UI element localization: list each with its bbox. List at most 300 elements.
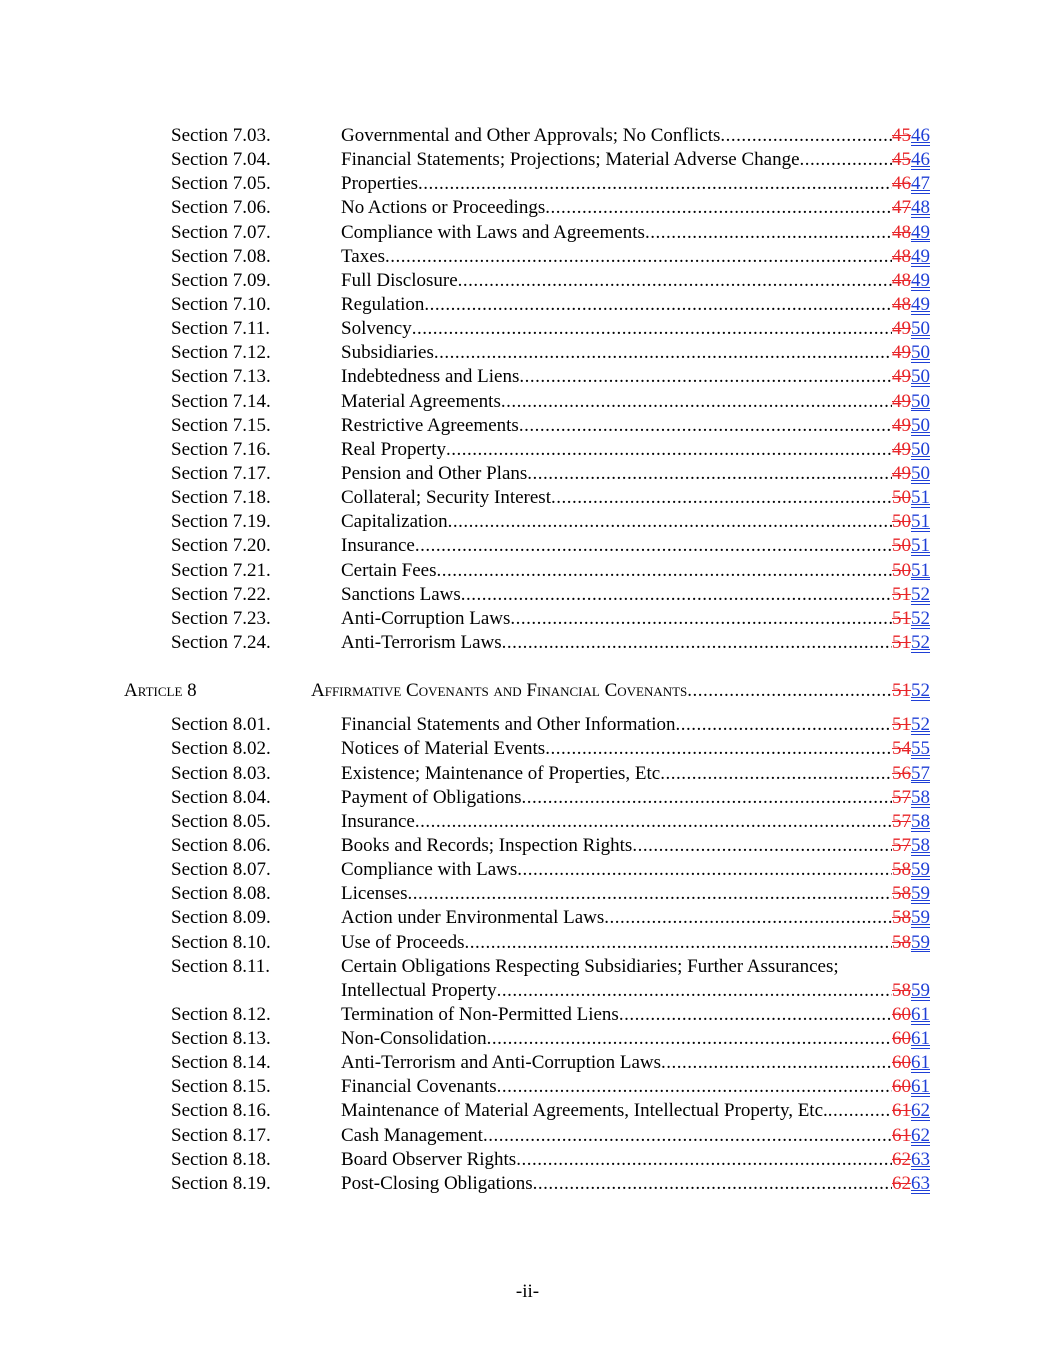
entry-title-line [341, 269, 930, 293]
inserted-page-number[interactable]: 59 [911, 859, 930, 881]
toc-entry [0, 762, 1055, 786]
entry-title-line [341, 737, 930, 761]
page-reference[interactable] [892, 1075, 930, 1099]
entry-title-line [341, 955, 930, 979]
inserted-page-number[interactable]: 51 [911, 535, 930, 557]
dot-leader [424, 293, 892, 317]
toc-entry [0, 1051, 1055, 1075]
page-reference[interactable] [892, 196, 930, 220]
deleted-page-number: 50 [892, 559, 911, 581]
page-reference[interactable] [892, 462, 930, 486]
deleted-page-number: 58 [892, 907, 911, 929]
page-reference[interactable] [892, 786, 930, 810]
inserted-page-number[interactable]: 59 [911, 883, 930, 905]
entry-title-line [341, 931, 930, 955]
page-reference[interactable] [892, 631, 930, 655]
page-reference[interactable] [892, 510, 930, 534]
entry-title: Books and Records; Inspection Rights [341, 834, 633, 856]
dot-leader [497, 1075, 892, 1099]
page-reference[interactable] [892, 390, 930, 414]
entry-title: Properties [341, 173, 419, 195]
page-reference[interactable] [892, 148, 930, 172]
toc-entry [0, 341, 1055, 365]
toc-entry [0, 438, 1055, 462]
inserted-page-number[interactable]: 52 [911, 631, 930, 653]
entry-title: Sanctions Laws [341, 583, 461, 605]
section-number: Section 7.13. [171, 366, 271, 388]
page-reference[interactable] [892, 1003, 930, 1027]
deleted-page-number: 60 [892, 1028, 911, 1050]
deleted-page-number: 51 [892, 607, 911, 629]
inserted-page-number[interactable]: 50 [911, 342, 930, 364]
section-number: Section 8.02. [171, 738, 271, 760]
dot-leader [461, 583, 892, 607]
entry-title: Subsidiaries [341, 342, 434, 364]
deleted-page-number: 45 [892, 125, 911, 146]
section-number: Section 8.19. [171, 1172, 271, 1194]
section-number: Section 7.24. [171, 631, 271, 653]
entry-title: Compliance with Laws [341, 859, 518, 881]
toc-entry [0, 1003, 1055, 1027]
toc-entry [0, 245, 1055, 269]
deleted-page-number: 51 [892, 583, 911, 605]
page-reference[interactable] [892, 1148, 930, 1172]
toc-entry-first-line [0, 955, 1055, 979]
entry-title-line [341, 1027, 930, 1051]
dot-leader [800, 148, 892, 172]
dot-leader [497, 979, 892, 1003]
inserted-page-number[interactable]: 51 [911, 487, 930, 509]
page-reference[interactable] [892, 221, 930, 245]
toc-entry [0, 583, 1055, 607]
entry-title-line [341, 196, 930, 220]
entry-title-line [341, 221, 930, 245]
toc-entry [0, 1027, 1055, 1051]
entry-title: Non-Consolidation [341, 1028, 487, 1050]
section-number: Section 8.12. [171, 1003, 271, 1025]
inserted-page-number[interactable]: 49 [911, 269, 930, 291]
dot-leader [407, 882, 892, 906]
dot-leader [385, 245, 892, 269]
entry-title-line [341, 762, 930, 786]
toc-entry [0, 1124, 1055, 1148]
entry-title-line [341, 462, 930, 486]
toc-entry [0, 462, 1055, 486]
section-number: Section 7.10. [171, 293, 271, 315]
entry-title: Solvency [341, 318, 412, 340]
dot-leader [645, 221, 892, 245]
toc-entry [0, 317, 1055, 341]
dot-leader [687, 679, 892, 703]
page-reference[interactable] [892, 906, 930, 930]
entry-title: Taxes [341, 245, 386, 267]
page-reference[interactable] [892, 583, 930, 607]
inserted-page-number[interactable]: 62 [911, 1100, 930, 1122]
entry-title: Action under Environmental Laws [341, 907, 605, 929]
toc-entry [0, 737, 1055, 761]
entry-title: Payment of Obligations [341, 786, 522, 808]
dot-leader [412, 317, 892, 341]
toc-entry [0, 631, 1055, 655]
page-reference[interactable] [892, 245, 930, 269]
entry-title: Regulation [341, 293, 425, 315]
toc-entry [0, 390, 1055, 414]
entry-title-line [341, 341, 930, 365]
page-reference[interactable] [892, 931, 930, 955]
inserted-page-number[interactable]: 61 [911, 1052, 930, 1074]
inserted-page-number[interactable]: 59 [911, 979, 930, 1001]
toc-entry [0, 221, 1055, 245]
deleted-page-number: 51 [892, 631, 911, 653]
entry-title-line [341, 438, 930, 462]
dot-leader [828, 1099, 892, 1123]
inserted-page-number[interactable]: 50 [911, 438, 930, 460]
section-number: Section 7.22. [171, 583, 271, 605]
entry-title-line [341, 486, 930, 510]
toc-entry [0, 979, 1055, 1003]
inserted-page-number[interactable]: 51 [911, 559, 930, 581]
deleted-page-number: 58 [892, 979, 911, 1001]
section-number: Section 7.16. [171, 438, 271, 460]
entry-title: Compliance with Laws and Agreements [341, 221, 645, 243]
deleted-page-number: 49 [892, 318, 911, 340]
deleted-page-number: 47 [892, 197, 911, 219]
entry-title-line [341, 293, 930, 317]
entry-title: Collateral; Security Interest [341, 487, 551, 509]
dot-leader [545, 737, 892, 761]
page-reference[interactable] [892, 858, 930, 882]
page-reference[interactable] [892, 124, 930, 148]
entry-title-line [341, 979, 930, 1003]
entry-title-line [341, 1099, 930, 1123]
dot-leader [551, 486, 892, 510]
toc-entry [0, 196, 1055, 220]
section-number: Section 7.08. [171, 245, 271, 267]
toc-entry [0, 365, 1055, 389]
dot-leader [464, 931, 892, 955]
dot-leader [632, 834, 892, 858]
section-number: Section 7.11. [171, 318, 271, 340]
entry-title-line [341, 414, 930, 438]
deleted-page-number: 60 [892, 1003, 911, 1025]
inserted-page-number[interactable]: 58 [911, 810, 930, 832]
inserted-page-number[interactable]: 52 [911, 680, 930, 702]
entry-title-line [341, 786, 930, 810]
inserted-page-number[interactable]: 50 [911, 318, 930, 340]
deleted-page-number: 62 [892, 1172, 911, 1194]
entry-title-line [341, 713, 930, 737]
entry-title-line [341, 172, 930, 196]
dot-leader [676, 713, 892, 737]
inserted-page-number[interactable]: 57 [911, 762, 930, 784]
table-of-contents [0, 124, 1055, 1196]
entry-title-line [341, 559, 930, 583]
page-reference[interactable] [892, 737, 930, 761]
page-reference[interactable] [892, 438, 930, 462]
inserted-page-number[interactable]: 49 [911, 293, 930, 315]
entry-title-line [341, 1148, 930, 1172]
deleted-page-number: 51 [892, 714, 911, 736]
inserted-page-number[interactable]: 62 [911, 1124, 930, 1146]
page-reference[interactable] [892, 172, 930, 196]
section-number: Section 8.15. [171, 1076, 271, 1098]
dot-leader [516, 1148, 892, 1172]
section-number: Section 7.14. [171, 390, 271, 412]
dot-leader [521, 786, 892, 810]
inserted-page-number[interactable]: 59 [911, 931, 930, 953]
section-number: Section 7.20. [171, 535, 271, 557]
entry-title: Affirmative Covenants and Financial Covenants [311, 680, 688, 702]
inserted-page-number[interactable]: 48 [911, 197, 930, 219]
dot-leader [448, 510, 892, 534]
dot-leader [415, 810, 892, 834]
inserted-page-number[interactable]: 47 [911, 173, 930, 195]
inserted-page-number[interactable]: 51 [911, 511, 930, 533]
dot-leader [519, 414, 892, 438]
deleted-page-number: 48 [892, 245, 911, 267]
inserted-page-number[interactable]: 50 [911, 414, 930, 436]
entry-title-line [341, 245, 930, 269]
inserted-page-number[interactable]: 49 [911, 245, 930, 267]
deleted-page-number: 60 [892, 1076, 911, 1098]
deleted-page-number: 62 [892, 1148, 911, 1170]
toc-entry [0, 810, 1055, 834]
entry-title-line [341, 317, 930, 341]
inserted-page-number[interactable]: 61 [911, 1028, 930, 1050]
deleted-page-number: 48 [892, 293, 911, 315]
section-number: Section 8.08. [171, 883, 271, 905]
page-reference[interactable] [892, 317, 930, 341]
page-reference[interactable] [892, 1172, 930, 1196]
deleted-page-number: 49 [892, 414, 911, 436]
section-number: Section 7.18. [171, 487, 271, 509]
deleted-page-number: 49 [892, 366, 911, 388]
inserted-page-number[interactable]: 46 [911, 149, 930, 171]
toc-entry [0, 607, 1055, 631]
inserted-page-number[interactable]: 61 [911, 1076, 930, 1098]
section-number: Section 8.09. [171, 907, 271, 929]
inserted-page-number[interactable]: 46 [911, 125, 930, 146]
entry-title: Capitalization [341, 511, 448, 533]
article-heading [0, 679, 1055, 703]
section-number: Section 8.07. [171, 859, 271, 881]
section-number: Section 7.19. [171, 511, 271, 533]
toc-entry [0, 858, 1055, 882]
section-number: Section 8.04. [171, 786, 271, 808]
entry-title: Certain Obligations Respecting Subsidiaries; Further Assurances; [341, 955, 839, 977]
page-number: -ii- [515, 1281, 540, 1302]
toc-entry [0, 931, 1055, 955]
entry-title: Cash Management [341, 1124, 483, 1146]
deleted-page-number: 61 [892, 1124, 911, 1146]
page-reference[interactable] [892, 979, 930, 1003]
section-number: Section 8.06. [171, 834, 271, 856]
entry-title-line [341, 534, 930, 558]
entry-title: Termination of Non-Permitted Liens [341, 1003, 619, 1025]
deleted-page-number: 54 [892, 738, 911, 760]
section-number: Section 7.04. [171, 149, 271, 171]
entry-title-line [341, 124, 930, 148]
deleted-page-number: 45 [892, 149, 911, 171]
section-number: Section 8.13. [171, 1028, 271, 1050]
entry-title: Intellectual Property [341, 979, 497, 1001]
section-number: Section 8.14. [171, 1052, 271, 1074]
deleted-page-number: 48 [892, 221, 911, 243]
page-reference[interactable] [892, 1051, 930, 1075]
toc-entry [0, 510, 1055, 534]
toc-entry [0, 293, 1055, 317]
page-reference[interactable] [892, 1124, 930, 1148]
section-number: Section 8.16. [171, 1100, 271, 1122]
inserted-page-number[interactable]: 52 [911, 607, 930, 629]
entry-title-line [341, 365, 930, 389]
toc-entry [0, 1099, 1055, 1123]
dot-leader [483, 1124, 892, 1148]
entry-title: Indebtedness and Liens [341, 366, 520, 388]
section-number: Section 7.06. [171, 197, 271, 219]
entry-title-line [341, 906, 930, 930]
page-reference[interactable] [892, 713, 930, 737]
entry-title-line [341, 858, 930, 882]
inserted-page-number[interactable]: 55 [911, 738, 930, 760]
toc-entry [0, 1148, 1055, 1172]
section-number: Section 8.01. [171, 714, 271, 736]
dot-leader [502, 631, 892, 655]
dot-leader [434, 341, 892, 365]
entry-title: Anti-Terrorism and Anti-Corruption Laws [341, 1052, 662, 1074]
entry-title: Anti-Corruption Laws [341, 607, 511, 629]
inserted-page-number[interactable]: 52 [911, 583, 930, 605]
entry-title-line [341, 510, 930, 534]
entry-title-line [341, 631, 930, 655]
entry-title-line [341, 1003, 930, 1027]
dot-leader [545, 196, 892, 220]
page-reference[interactable] [892, 1027, 930, 1051]
inserted-page-number[interactable]: 58 [911, 786, 930, 808]
toc-entry [0, 713, 1055, 737]
entry-title: Board Observer Rights [341, 1148, 517, 1170]
deleted-page-number: 58 [892, 859, 911, 881]
entry-title-line [341, 810, 930, 834]
section-number: Section 7.07. [171, 221, 271, 243]
dot-leader [437, 559, 892, 583]
deleted-page-number: 49 [892, 462, 911, 484]
deleted-page-number: 50 [892, 487, 911, 509]
entry-title: No Actions or Proceedings [341, 197, 546, 219]
dot-leader [458, 269, 892, 293]
deleted-page-number: 57 [892, 810, 911, 832]
entry-title: Post-Closing Obligations [341, 1172, 533, 1194]
toc-entry [0, 172, 1055, 196]
page-reference[interactable] [892, 882, 930, 906]
entry-title-line [341, 1124, 930, 1148]
page-reference[interactable] [892, 293, 930, 317]
page-reference[interactable] [892, 365, 930, 389]
entry-title: Notices of Material Events [341, 738, 546, 760]
section-number: Section 7.15. [171, 414, 271, 436]
entry-title: Material Agreements [341, 390, 501, 412]
deleted-page-number: 48 [892, 269, 911, 291]
inserted-page-number[interactable]: 52 [911, 714, 930, 736]
dot-leader [517, 858, 892, 882]
deleted-page-number: 50 [892, 535, 911, 557]
toc-entry [0, 148, 1055, 172]
section-number: Section 7.09. [171, 269, 271, 291]
inserted-page-number[interactable]: 58 [911, 834, 930, 856]
dot-leader [415, 534, 892, 558]
section-number: Section 8.05. [171, 810, 271, 832]
deleted-page-number: 46 [892, 173, 911, 195]
entry-title-line [341, 1172, 930, 1196]
inserted-page-number[interactable]: 50 [911, 366, 930, 388]
article-number: Article 8 [124, 680, 197, 702]
deleted-page-number: 60 [892, 1052, 911, 1074]
entry-title-line [341, 1075, 930, 1099]
page-reference[interactable] [892, 679, 930, 703]
dot-leader [660, 762, 892, 786]
section-number: Section 7.21. [171, 559, 271, 581]
entry-title: Maintenance of Material Agreements, Intellectual Property, Etc. [341, 1100, 828, 1122]
entry-title: Financial Statements; Projections; Material Adverse Change [341, 149, 800, 171]
toc-entry [0, 786, 1055, 810]
dot-leader [527, 462, 892, 486]
entry-title: Anti-Terrorism Laws [341, 631, 502, 653]
deleted-page-number: 51 [892, 680, 911, 702]
section-number: Section 7.17. [171, 462, 271, 484]
page-reference[interactable] [892, 810, 930, 834]
toc-entry [0, 1172, 1055, 1196]
page-reference[interactable] [892, 414, 930, 438]
section-number: Section 7.03. [171, 125, 271, 146]
entry-title: Existence; Maintenance of Properties, Etc [341, 762, 661, 784]
dot-leader [510, 607, 892, 631]
page-reference[interactable] [892, 1099, 930, 1123]
inserted-page-number[interactable]: 50 [911, 390, 930, 412]
page-reference[interactable] [892, 269, 930, 293]
page-reference[interactable] [892, 534, 930, 558]
deleted-page-number: 49 [892, 390, 911, 412]
toc-entry [0, 124, 1055, 148]
dot-leader [418, 172, 892, 196]
page-reference[interactable] [892, 486, 930, 510]
dot-leader [446, 438, 892, 462]
entry-title: Insurance [341, 810, 415, 832]
page-reference[interactable] [892, 762, 930, 786]
inserted-page-number[interactable]: 61 [911, 1003, 930, 1025]
page-reference[interactable] [892, 559, 930, 583]
entry-title: Real Property [341, 438, 447, 460]
dot-leader [501, 390, 892, 414]
section-number: Section 7.05. [171, 173, 271, 195]
inserted-page-number[interactable]: 63 [911, 1148, 930, 1170]
deleted-page-number: 50 [892, 511, 911, 533]
toc-entry [0, 414, 1055, 438]
page-reference[interactable] [892, 607, 930, 631]
inserted-page-number[interactable]: 59 [911, 907, 930, 929]
inserted-page-number[interactable]: 50 [911, 462, 930, 484]
deleted-page-number: 57 [892, 834, 911, 856]
entry-title-line [341, 607, 930, 631]
entry-title: Pension and Other Plans [341, 462, 528, 484]
entry-title: Full Disclosure [341, 269, 458, 291]
dot-leader [519, 365, 892, 389]
deleted-page-number: 58 [892, 883, 911, 905]
page-reference[interactable] [892, 834, 930, 858]
inserted-page-number[interactable]: 63 [911, 1172, 930, 1194]
toc-entry [0, 906, 1055, 930]
inserted-page-number[interactable]: 49 [911, 221, 930, 243]
page-reference[interactable] [892, 341, 930, 365]
